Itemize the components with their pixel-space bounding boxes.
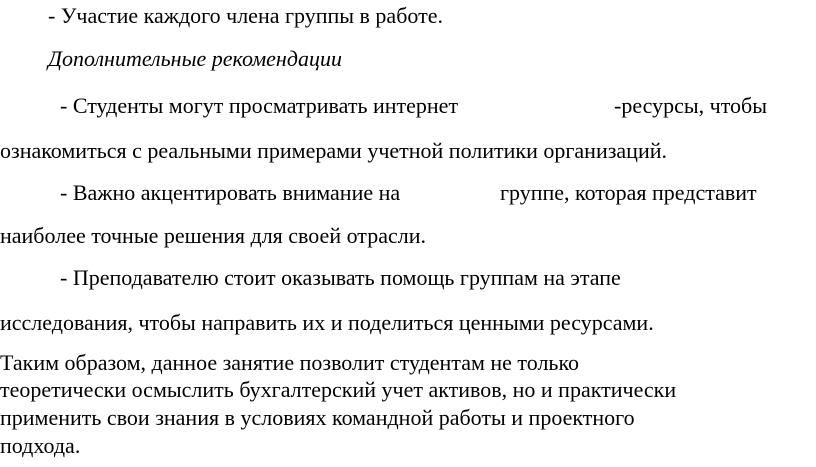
recommendation-1-continuation: ознакомиться с реальными примерами учетной политики организаций.	[0, 138, 668, 163]
recommendation-2-continuation: наиболее точные решения для своей отрасли.	[0, 223, 426, 248]
recommendation-1-part-a: - Студенты могут просматривать интернет	[60, 93, 459, 118]
conclusion-line-4: подхода.	[0, 433, 81, 458]
recommendation-2-part-a: - Важно акцентировать внимание на	[60, 180, 401, 205]
conclusion-line-2: теоретически осмыслить бухгалтерский учет активов, но и практически	[0, 377, 677, 402]
conclusion-line-1: Таким образом, данное занятие позволит студентам не только	[0, 350, 580, 375]
recommendation-3-part-a: - Преподавателю стоит оказывать помощь группам на этапе	[60, 265, 621, 290]
conclusion-line-3: применить свои знания в условиях командной работы и проектного	[0, 405, 635, 430]
recommendation-2-part-b: группе, которая представит	[500, 180, 757, 205]
participation-line: - Участие каждого члена группы в работе.	[48, 3, 443, 28]
section-heading: Дополнительные рекомендации	[48, 46, 342, 71]
recommendation-3-continuation: исследования, чтобы направить их и поделиться ценными ресурсами.	[0, 310, 654, 335]
recommendation-1-part-b: -ресурсы, чтобы	[614, 93, 768, 118]
